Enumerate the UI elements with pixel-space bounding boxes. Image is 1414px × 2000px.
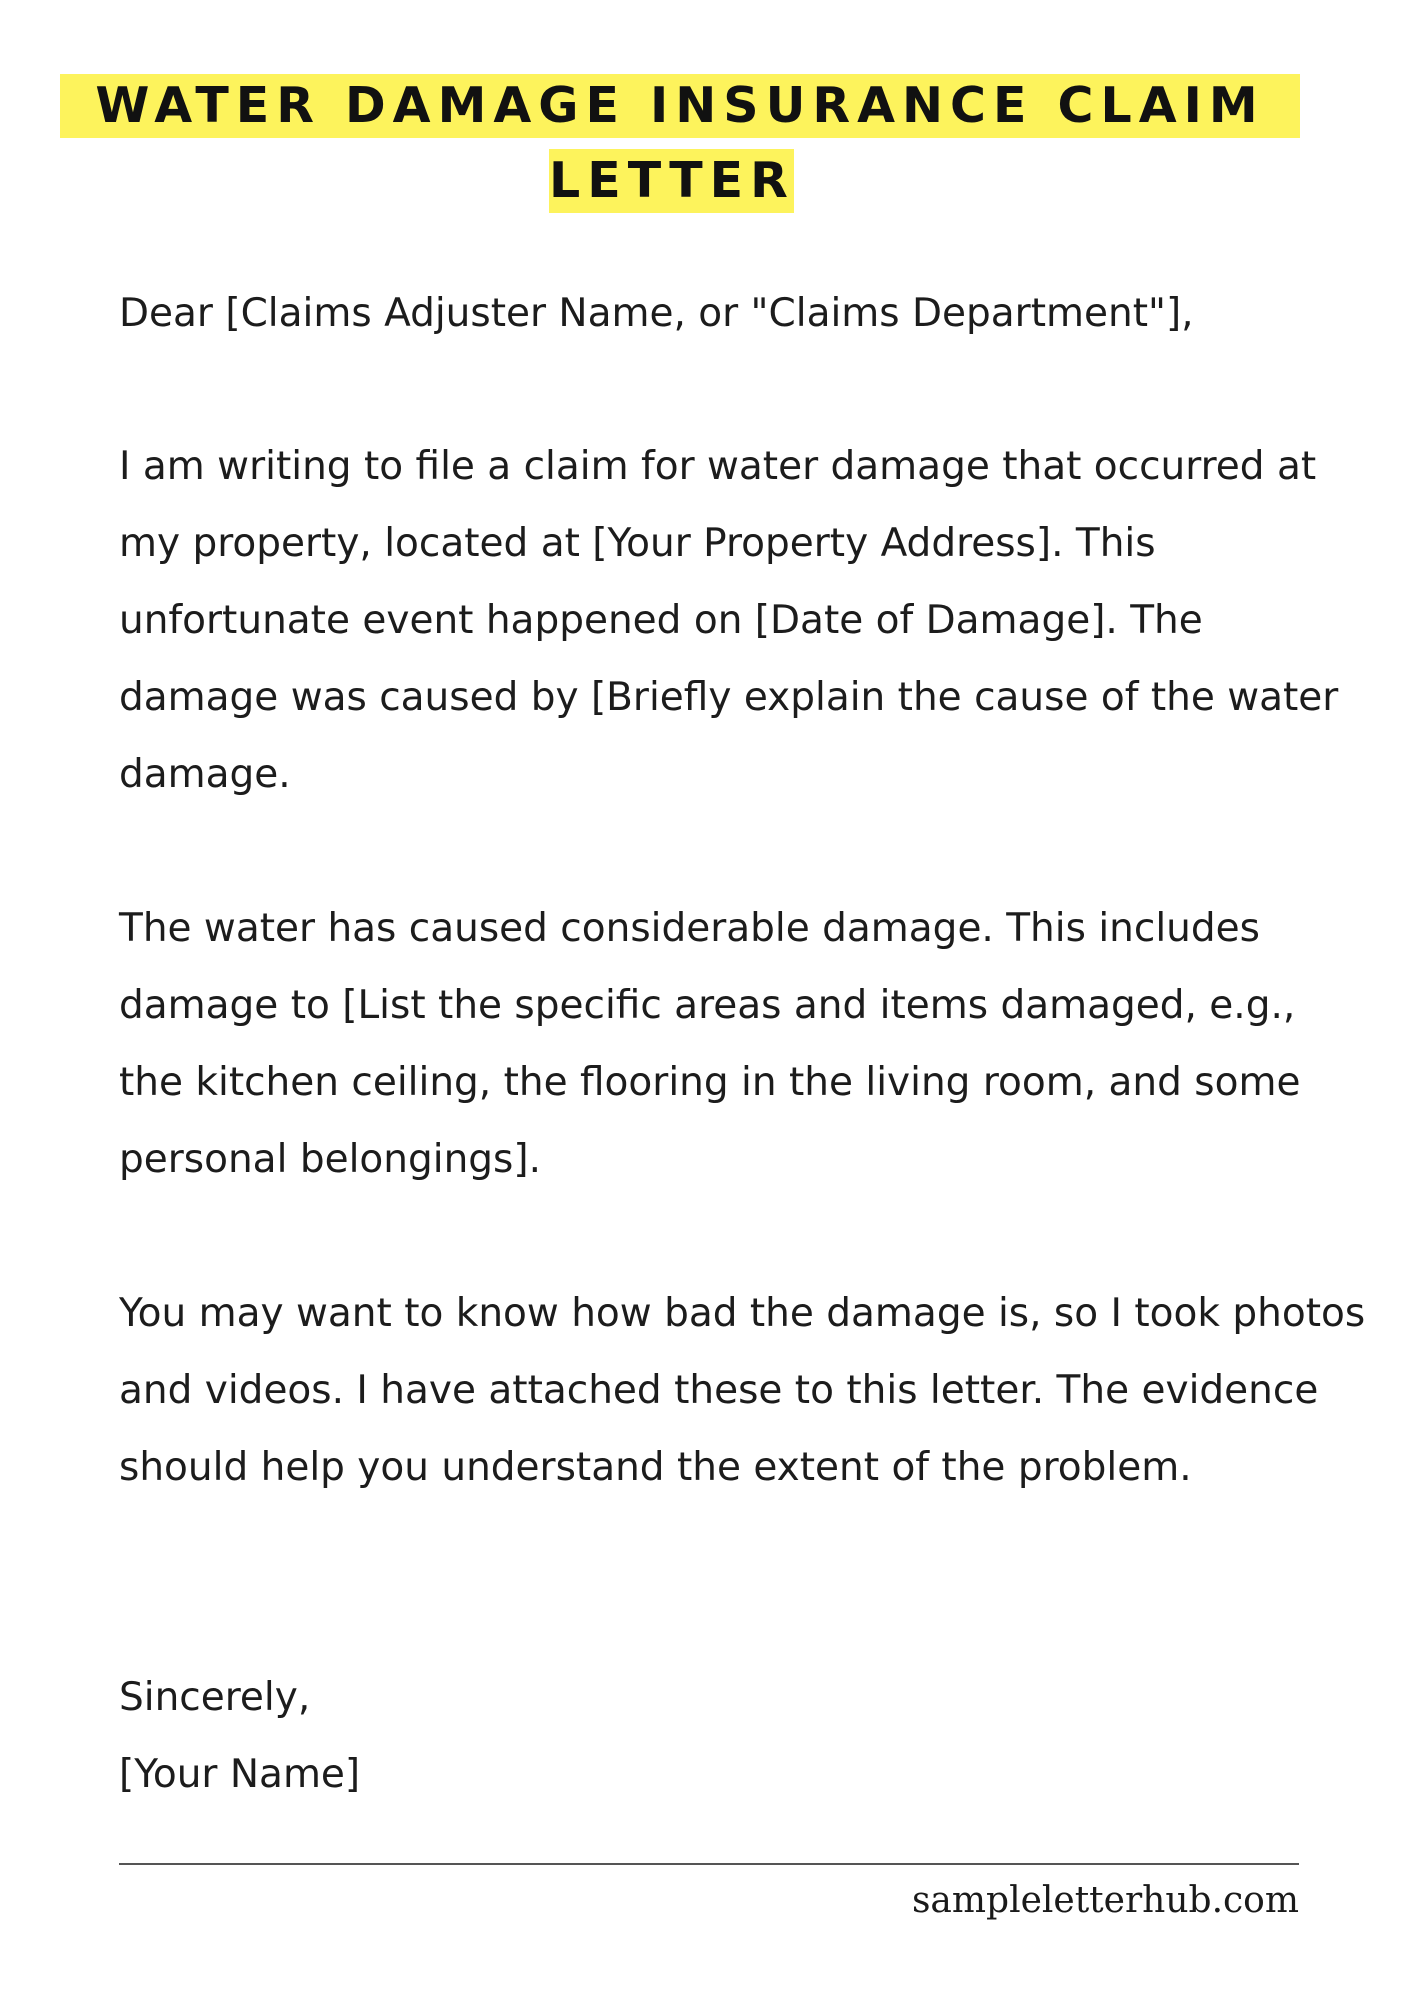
footer-divider (119, 1863, 1299, 1865)
paragraph-damage: The water has caused considerable damage. This includes damage to [List the specific areas and items damaged, e.g., the kitchen ceiling, the flooring in the living room, and some personal belongings]. (119, 906, 1301, 1182)
paragraph-evidence: You may want to know how bad the damage is, so I took photos and videos. I have attached these to this letter. The evidence should help you understand the extent of the problem. (119, 1291, 1366, 1490)
footer-website[interactable]: sampleletterhub.com (911, 1880, 1299, 1921)
closing: Sincerely, (119, 1675, 311, 1720)
paragraph-intro: I am writing to file a claim for water damage that occurred at my property, located at [Your Property Address]. This unfortunate event happened on [Date of Damage]. The damage was caused by [Briefly explain the cause of the water damage. (119, 444, 1339, 797)
salutation: Dear [Claims Adjuster Name, or "Claims Department"], (119, 291, 1194, 336)
title-line-2: LETTER (549, 149, 794, 213)
title-line-1: WATER DAMAGE INSURANCE CLAIM (60, 74, 1300, 138)
signature: [Your Name] (119, 1752, 361, 1797)
